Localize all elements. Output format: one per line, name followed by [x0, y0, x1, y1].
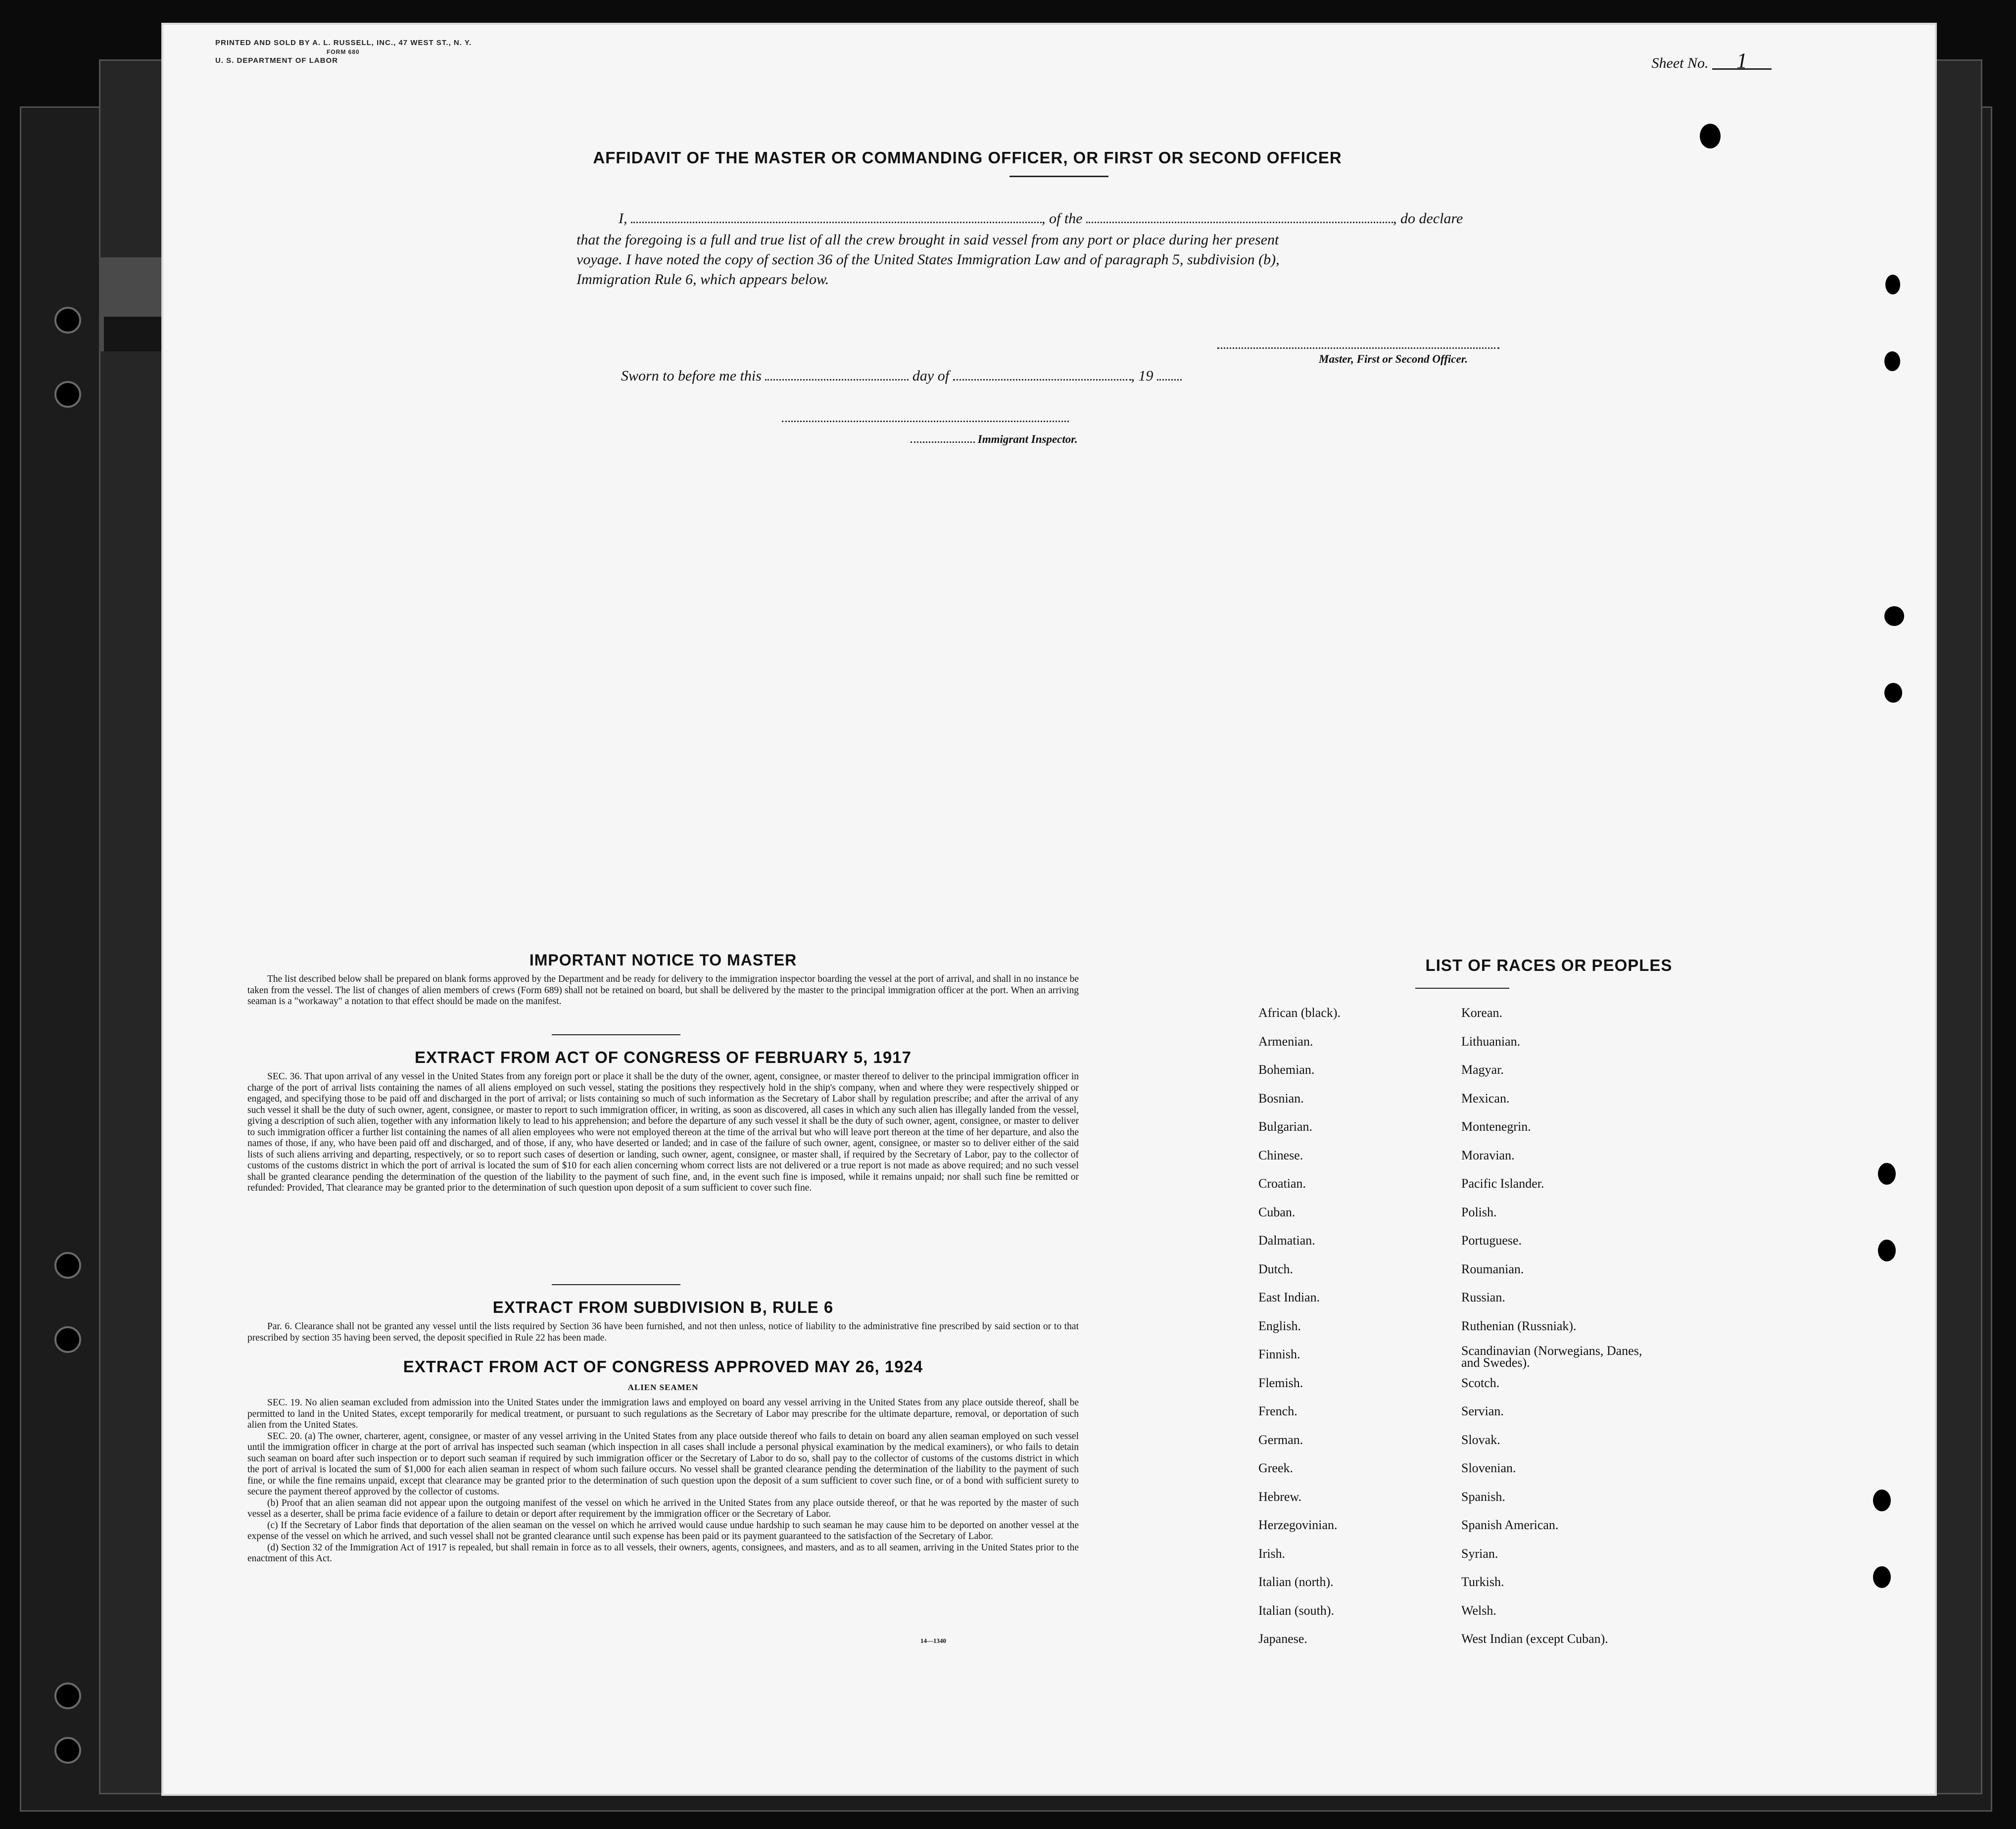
punch-hole	[1700, 124, 1721, 148]
rule-6-body	[247, 1321, 1079, 1344]
race-item: East Indian.	[1258, 1290, 1320, 1304]
race-item: Polish.	[1461, 1204, 1497, 1219]
race-item: Syrian.	[1461, 1546, 1498, 1561]
race-item: Servian.	[1461, 1404, 1504, 1418]
race-item: Spanish.	[1461, 1489, 1505, 1504]
punch-hole	[1884, 351, 1900, 371]
sheet-number-value: 1	[1712, 53, 1772, 70]
title-rule	[1009, 176, 1108, 177]
extract-1924-body	[247, 1397, 1079, 1565]
race-item: Slovak.	[1461, 1432, 1500, 1447]
race-item: Spanish American.	[1461, 1518, 1559, 1532]
i-label: I,	[619, 210, 627, 227]
binder-hole	[54, 1326, 81, 1353]
sworn-line	[621, 368, 1264, 385]
race-item: West Indian (except Cuban).	[1461, 1632, 1608, 1646]
rule-6-paragraph: Par. 6. Clearance shall not be granted any vessel until the lists required by Section 36 have been furnished, and not then unless, notice of liability to the administrative fine prescribed by said section or to that prescribed by section 35 having been served, the deposit specified in Rule 22 has been made.	[247, 1321, 1079, 1343]
year-prefix: , 19	[1131, 368, 1153, 384]
affidavit-declaration-line4: Immigration Rule 6, which appears below.	[576, 271, 829, 288]
notice-paragraph: The list described below shall be prepared on blank forms approved by the Department and be ready for delivery to the immigration inspector boarding the vessel at the port of arrival, and shall in no instance be taken from the vessel. The list of changes of alien members of crews (Form 689) shall not be retained on board, but shall be delivered by the master to the principal immigration officer at the port. When an arriving seaman is a "workaway" a notation to that effect should be made on the manifest.	[247, 974, 1079, 1007]
sworn-label: Sworn to before me this	[621, 368, 762, 384]
rule-6-title: EXTRACT FROM SUBDIVISION B, RULE 6	[492, 1298, 834, 1316]
race-item: Magyar.	[1461, 1062, 1504, 1077]
race-item: Pacific Islander.	[1461, 1176, 1544, 1191]
race-item: Welsh.	[1461, 1603, 1496, 1618]
race-item: Irish.	[1258, 1546, 1286, 1561]
punch-hole	[1878, 1240, 1896, 1261]
master-signature-label: Master, First or Second Officer.	[1319, 353, 1468, 365]
alien-seamen-subtitle: ALIEN SEAMEN	[627, 1383, 699, 1392]
sec-20b-paragraph: (b) Proof that an alien seaman did not appear upon the outgoing manifest of the vessel on which he arrived in the United States from any place outside thereof, or that he was reported by the master of such vessel as a deserter, shall be prima facie evidence of a failure to detain or deport after requirement by the immigration officer or the Secretary of Labor.	[247, 1497, 1079, 1519]
form-code: 14—1340	[920, 1637, 946, 1644]
race-item: Dalmatian.	[1258, 1233, 1315, 1248]
form-number: FORM 680	[327, 48, 360, 55]
race-item: Lithuanian.	[1461, 1034, 1521, 1049]
inspector-signature-line	[911, 433, 1078, 446]
punch-hole	[1873, 1490, 1891, 1511]
inspector-initial-field[interactable]	[911, 434, 975, 443]
race-item: Italian (north).	[1258, 1575, 1334, 1589]
race-item: Cuban.	[1258, 1204, 1296, 1219]
punch-hole	[1884, 606, 1904, 626]
binder-hole	[54, 1683, 81, 1709]
punch-hole	[1884, 683, 1902, 703]
race-item: Bohemian.	[1258, 1062, 1315, 1077]
race-item: Bulgarian.	[1258, 1119, 1313, 1134]
printer-imprint: PRINTED AND SOLD BY A. L. RUSSELL, INC., 47 WEST ST., N. Y.	[215, 39, 472, 47]
race-item: Moravian.	[1461, 1148, 1515, 1162]
race-item: Scandinavian (Norwegians, Danes, and Swedes).	[1461, 1344, 1642, 1370]
extract-1917-title: EXTRACT FROM ACT OF CONGRESS OF FEBRUARY 5, 1917	[415, 1048, 912, 1066]
vessel-name-field[interactable]	[1086, 211, 1393, 223]
of-the-label: , of the	[1042, 210, 1083, 227]
race-item: Armenian.	[1258, 1034, 1313, 1049]
sworn-day-field[interactable]	[765, 368, 909, 381]
sec-20c-paragraph: (c) If the Secretary of Labor finds that deportation of the alien seaman on the vessel on which he arrived would cause undue hardship to such seaman he may cause him to be deported on another vessel at the expense of the vessel on which he arrived, and such vessel shall not be granted clearance until such expense has been paid or its payment guaranteed to the satisfaction of the Secretary of Labor.	[247, 1520, 1079, 1541]
punch-hole	[1885, 275, 1900, 294]
races-rule	[1415, 988, 1509, 989]
declare-label: , do declare	[1393, 210, 1463, 227]
punch-hole	[1873, 1566, 1891, 1588]
race-item: Chinese.	[1258, 1148, 1303, 1162]
race-item: Finnish.	[1258, 1347, 1300, 1361]
extract-1924-title: EXTRACT FROM ACT OF CONGRESS APPROVED MAY 26, 1924	[403, 1357, 923, 1376]
race-item: Portuguese.	[1461, 1233, 1522, 1248]
inspector-signature-field[interactable]	[782, 410, 1069, 422]
punch-hole	[1878, 1163, 1896, 1185]
section-rule	[552, 1034, 680, 1035]
race-item: Japanese.	[1258, 1632, 1307, 1646]
sec-20d-paragraph: (d) Section 32 of the Immigration Act of 1917 is repealed, but shall remain in force as to all vessels, their owners, agents, consignees, and masters, and as to all seamen, arriving in the United States prior to the enactment of this Act.	[247, 1542, 1079, 1564]
race-item: Dutch.	[1258, 1261, 1294, 1276]
notice-body	[247, 974, 1079, 1008]
affidavit-declaration-line1	[619, 210, 1732, 227]
race-item: German.	[1258, 1432, 1303, 1447]
race-item: Korean.	[1461, 1006, 1503, 1020]
race-item: Bosnian.	[1258, 1091, 1304, 1106]
race-item: Montenegrin.	[1461, 1119, 1531, 1134]
extract-1917-body	[247, 1071, 1079, 1194]
department-name: U. S. DEPARTMENT OF LABOR	[215, 56, 338, 65]
inspector-label: Immigrant Inspector.	[977, 433, 1078, 445]
race-item: Scotch.	[1461, 1375, 1500, 1390]
race-item: Hebrew.	[1258, 1489, 1302, 1504]
races-title: LIST OF RACES OR PEOPLES	[1425, 956, 1673, 974]
sec-20a-paragraph: SEC. 20. (a) The owner, charterer, agent, consignee, or master of any vessel arriving in the United States from any place outside thereof who fails to detain on board any alien seaman employed on such vessel until the immigration officer in charge at the port of arrival has inspected such seaman (which inspection in all cases shall include a personal physical examination by the medical examiners), or who fails to detain such seaman on board after such inspection or to deport such seaman if required by such immigration officer or the Secretary of Labor to do so, shall pay to the collector of customs of the customs district in which the port of arrival is located the sum of $1,000 for each alien seaman in respect of whom such failure occurs. No vessel shall be granted clearance pending the determination of the liability to the payment of such fine, or while the fine remains unpaid, except that clearance may be granted prior to the determination of such question upon the deposit of a sum sufficient to cover such fine, or of a bond with sufficient surety to secure the payment thereof approved by the collector of customs.	[247, 1431, 1079, 1497]
officer-name-field[interactable]	[631, 211, 1042, 223]
race-item: Italian (south).	[1258, 1603, 1335, 1618]
race-item: Ruthenian (Russniak).	[1461, 1318, 1577, 1333]
race-item: Greek.	[1258, 1461, 1294, 1475]
race-item: Turkish.	[1461, 1575, 1504, 1589]
race-item: Flemish.	[1258, 1375, 1303, 1390]
affidavit-declaration-line3: voyage. I have noted the copy of section 36 of the United States Immigration Law and of paragraph 5, subdivision (b),	[576, 251, 1280, 268]
race-item: African (black).	[1258, 1006, 1341, 1020]
race-item: Roumanian.	[1461, 1261, 1524, 1276]
affidavit-declaration-line2: that the foregoing is a full and true list of all the crew brought in said vessel from any port or place during her present	[576, 232, 1279, 248]
master-signature-field[interactable]	[1217, 337, 1499, 349]
race-item: Slovenian.	[1461, 1461, 1516, 1475]
section-rule	[552, 1284, 680, 1285]
day-of-label: day of	[912, 368, 950, 384]
race-item: Russian.	[1461, 1290, 1505, 1304]
notice-title: IMPORTANT NOTICE TO MASTER	[529, 951, 797, 969]
sworn-year-field[interactable]	[1157, 368, 1182, 381]
races-list	[1258, 1006, 1803, 1679]
sheet-number	[1651, 48, 1772, 73]
race-item: English.	[1258, 1318, 1301, 1333]
binder-hole	[54, 1737, 81, 1764]
race-item: Herzegovinian.	[1258, 1518, 1338, 1532]
sworn-month-field[interactable]	[953, 368, 1131, 381]
form-page	[163, 25, 1935, 1794]
binder-hole	[54, 381, 81, 408]
binder-hole	[54, 307, 81, 334]
sheet-number-label: Sheet No.	[1651, 55, 1709, 71]
race-item: Mexican.	[1461, 1091, 1510, 1106]
race-item: Croatian.	[1258, 1176, 1306, 1191]
section-36-paragraph: SEC. 36. That upon arrival of any vessel in the United States from any foreign port or place it shall be the duty of the owner, agent, consignee, or master thereof to deliver to the principal immigration officer in charge of the port of arrival lists containing the names of all aliens employed on such vessel, stating the positions they respectively hold in the ship's company, when and where they were respectively shipped or engaged, and specifying those to be paid off and discharged in the port of arrival; or lists containing so much of such information as the Secretary of Labor shall by regulation prescribe; and after the arrival of any such vessel it shall be the duty of such owner, agent, consignee, or master to report to such immigration officer, in writing, as soon as discovered, all cases in which any such alien has illegally landed from the vessel, giving a description of such alien, together with any information likely to lead to his apprehension; and before the departure of any such vessel it shall be the duty of such owner, agent, consignee, or master to deliver to such immigration officer a further list containing the names of all alien employees who were not employed thereon at the time of the arrival but who will leave port thereon at the time of her departure, and also the names of those, if any, who have been paid off and discharged, and of those, if any, who have deserted or landed; and in case of the failure of such owner, agent, consignee, or master so to deliver either of the said lists of such aliens arriving and departing, respectively, or so to report such cases of desertion or landing, such owner, agent, consignee, or master shall, if required by the Secretary of Labor, pay to the collector of customs of the customs district in which the port of arrival is located the sum of $10 for each alien concerning whom correct lists are not delivered or a true report is not made as above required; and no such vessel shall be granted clearance pending the determination of the question of the liability to the payment of such fine, and, in the event such fine is imposed, while it remains unpaid; nor shall such fine be remitted or refunded: Provided, That clearance may be granted prior to the determination of such question upon deposit of a sum sufficient to cover such fine.	[247, 1071, 1079, 1193]
binder-hole	[54, 1252, 81, 1279]
affidavit-title: AFFIDAVIT OF THE MASTER OR COMMANDING OFFICER, OR FIRST OR SECOND OFFICER	[593, 148, 1342, 167]
sec-19-paragraph: SEC. 19. No alien seaman excluded from admission into the United States under the immigration laws and employed on board any vessel arriving in the United States from any place outside thereof, shall be permitted to land in the United States, except temporarily for medical treatment, or pursuant to such regulations as the Secretary of Labor may prescribe for the ultimate departure, removal, or deportation of such alien from the United States.	[247, 1397, 1079, 1430]
race-item: French.	[1258, 1404, 1297, 1418]
